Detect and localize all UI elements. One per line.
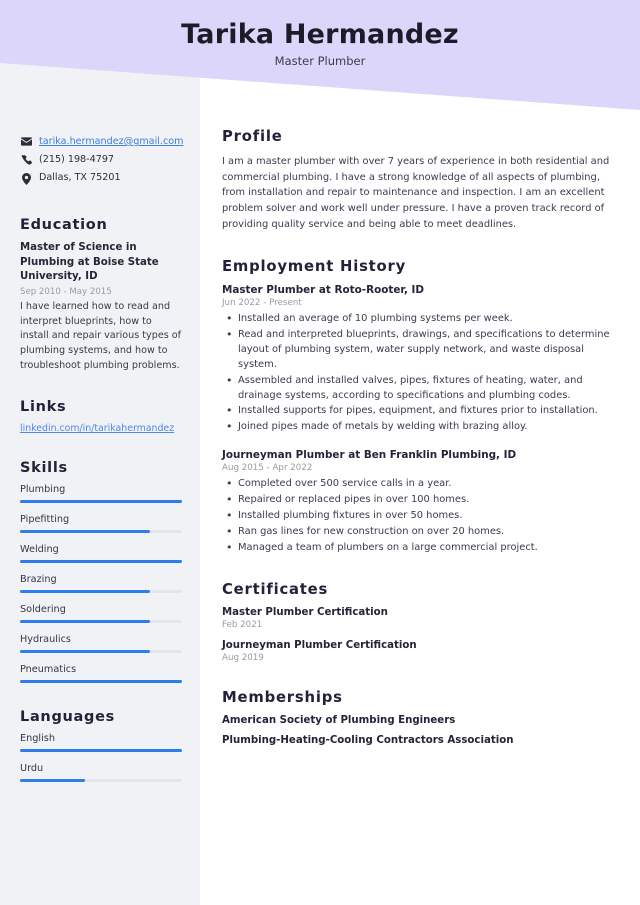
candidate-job-title: Master Plumber [274,53,366,68]
skill-item-bar-fill [20,590,150,593]
employment-bullet-list [222,477,614,555]
education-title: Master of Science in Plumbing at Boise State University, ID [20,241,159,283]
employment-date: Jun 2022 - Present [222,298,302,309]
contact-email-row[interactable] [20,136,182,149]
contact-email-link[interactable]: tarika.hermandez@gmail.com [39,136,184,147]
skill-item-bar-track [20,680,182,683]
skill-item-label: Plumbing [20,484,66,496]
employment-role: Journeyman Plumber at Ben Franklin Plumbing, ID [222,449,517,462]
employment-item [222,284,614,435]
education-list [20,241,182,373]
certificate-date: Feb 2021 [222,620,263,631]
skill-item-bar-fill [20,560,182,563]
contact-phone-text: (215) 198-4797 [39,153,115,165]
skill-item-bar-fill [20,500,182,503]
memberships-list [222,715,614,746]
education-description: I have learned how to read and interpret blueprints, how to install and repair various types of plumbing systems, and how to troubleshoot plumbing problems. [20,301,182,371]
language-item [20,763,182,782]
skill-item-bar-track [20,500,182,503]
certificates-list [222,607,614,663]
contact-location-row [20,172,182,185]
skill-item-label: Welding [20,544,59,556]
language-item-bar-fill [20,749,182,752]
education-item [20,241,182,373]
membership-item: American Society of Plumbing Engineers [222,715,456,727]
skill-item-label: Pneumatics [20,664,77,676]
skill-item [20,514,182,533]
main-content [200,0,640,905]
envelope-icon [20,136,33,146]
certificate-item [222,607,614,630]
skill-item-bar-track [20,620,182,623]
candidate-name: Tarika Hermandez [181,19,459,50]
employment-history-heading: Employment History [222,258,407,276]
skill-item-label: Hydraulics [20,634,71,646]
employment-bullet: • Installed an average of 10 plumbing systems per week. [222,312,614,327]
language-item-bar-track [20,749,182,752]
languages-list [20,733,182,782]
language-item-label: Urdu [20,763,44,775]
skill-item-bar-fill [20,620,150,623]
employment-bullet: • Read and interpreted blueprints, drawings, and specifications to determine layout of plumbing system, water supply network, and waste disposal system. [222,328,614,373]
employment-bullet: • Installed supports for pipes, equipment, and fixtures prior to installation. [222,404,614,419]
skill-item-label: Pipefitting [20,514,70,526]
language-item-bar-fill [20,779,85,782]
skill-item [20,544,182,563]
links-list [20,423,182,434]
skill-item [20,484,182,503]
skill-item-bar-fill [20,530,150,533]
links-heading: Links [20,399,67,416]
employment-bullet: • Repaired or replaced pipes in over 100 homes. [222,493,614,508]
employment-item [222,449,614,555]
skill-item-label: Soldering [20,604,66,616]
certificate-item [222,640,614,663]
skill-item-label: Brazing [20,574,57,586]
skills-list [20,484,182,683]
education-date: Sep 2010 - May 2015 [20,287,112,298]
skill-item-bar-fill [20,680,182,683]
language-item-bar-track [20,779,182,782]
skill-item [20,574,182,593]
membership-item: Plumbing-Heating-Cooling Contractors Association [222,735,514,747]
language-item [20,733,182,752]
skill-item [20,664,182,683]
certificates-heading: Certificates [222,581,329,599]
skill-item-bar-track [20,590,182,593]
contact-phone-row [20,154,182,167]
skill-item [20,634,182,653]
contact-location-text: Dallas, TX 75201 [39,171,121,183]
employment-date: Aug 2015 - Apr 2022 [222,463,313,474]
employment-bullet: • Completed over 500 service calls in a year. [222,477,614,492]
phone-icon [20,154,33,166]
certificate-name: Journeyman Plumber Certification [222,640,417,652]
employment-bullet: • Installed plumbing fixtures in over 50 homes. [222,509,614,524]
languages-heading: Languages [20,709,115,726]
skills-heading: Skills [20,460,68,477]
employment-bullet-list [222,312,614,435]
sidebar-content [0,0,200,905]
certificate-date: Aug 2019 [222,653,264,664]
skill-item-bar-track [20,650,182,653]
employment-bullet: • Assembled and installed valves, pipes, fixtures of heating, water, and drainage systems, according to specifications and plumbing codes. [222,374,614,404]
skill-item [20,604,182,623]
language-item-label: English [20,733,55,745]
employment-bullet: • Joined pipes made of metals by welding with brazing alloy. [222,420,614,435]
employment-bullet: • Ran gas lines for new construction on over 20 homes. [222,525,614,540]
skill-item-bar-track [20,530,182,533]
education-heading: Education [20,216,108,233]
profile-text: I am a master plumber with over 7 years of experience in both residential and commercial plumbing. I have a strong knowledge of all aspects of plumbing, from installation and repair to maintenance and inspection. I am an excellent problem solver and work well under pressure. I have a proven track record of providing quality service and being able to meet deadlines. [222,156,610,230]
certificate-name: Master Plumber Certification [222,607,388,619]
employment-bullet: • Managed a team of plumbers on a large commercial project. [222,541,614,556]
contact-block [20,136,182,185]
employment-role: Master Plumber at Roto-Rooter, ID [222,284,425,297]
skill-item-bar-track [20,560,182,563]
profile-heading: Profile [222,128,283,145]
map-pin-icon [20,172,33,185]
employment-history-list [222,284,614,555]
skill-item-bar-fill [20,650,150,653]
memberships-heading: Memberships [222,689,343,707]
link-item[interactable]: linkedin.com/in/tarikahermandez [20,423,175,435]
